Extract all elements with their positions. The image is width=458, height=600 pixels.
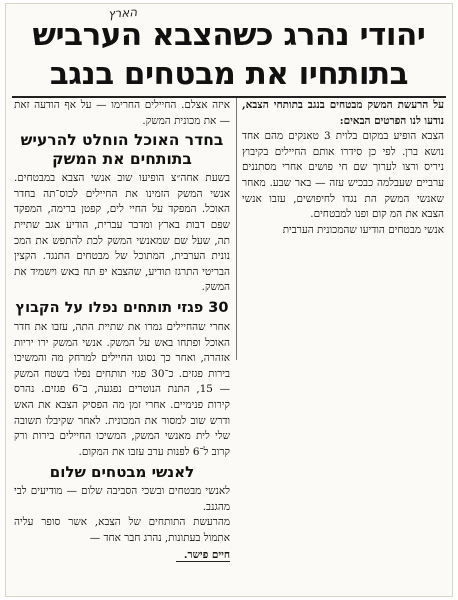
subhead-1-line-2: בתותחים את המשק: [52, 150, 192, 169]
newspaper-clipping: [6, 4, 452, 596]
subhead-2-number: 30: [208, 299, 229, 316]
right-column: [242, 98, 444, 238]
column-divider: [236, 98, 237, 360]
subhead-shelling-decision: [14, 131, 230, 169]
right-para-1: על הרעשת המשק מבטחים בנגב בתותחי הצבא, נודעו לנו הפרטים הבאים:: [242, 99, 444, 127]
left-para-4: מהרעשת התותחים של הצבא, אשר סופר עליה אתמול בעתונות, נהרג חבר אחד —: [14, 516, 230, 545]
left-para-3: לאנשי מבטחים ובשכי הסביבה שלום — מודיעים לבי מהגנב.: [14, 485, 230, 513]
headline-line-2: בתותחיו את מבטחים בנגב: [49, 56, 409, 92]
right-para-2: הצבא הופיע במקום בלוית 3 טאנקים מהם אחד נושא ברן. לפי כן סידרו אותם החיילים בקיבוץ ניריס ורצו לערוך שם חי פושים אחרי מסתננים ערביים שעבלמה כבכיש עזה — באר שבע. מאחר שאנשי המשק הת נגדו לחיפושים, עזבו אנשי הצבא את המ קום ופנו למבטחים.: [242, 130, 444, 221]
left-intro: איזה אצלם. החיילים החרימו — על אף הודעה זאת — את מכונית המשק.: [14, 99, 230, 127]
article-headline: [6, 16, 452, 94]
headline-line-1: יהודי נהרג כשהצבא הערביש: [32, 17, 426, 53]
left-column: [14, 98, 230, 563]
left-para-1: בשעת אחה״צ הופיעו שוב אנשי הצבא במבטחים. אנשי המשק הזמינו את החיילים לכוס־תה בחדר האוכל. המפקד על החיי לים, קפטן ברימה, המפקד שפם דבות בארץ ומדבר עברית, הודיע אגב שתיית תה, שעל שם שמאנשי המשק לכת להתפש את המכ נונית הערבית, המתוכל של מבטחים התנגד. הקצין הבריטי התרגז תודיע, שהצבא יפ תח באש וישמיד את המשק.: [14, 172, 230, 294]
handwritten-note: הארץ: [107, 5, 138, 21]
subhead-2-text: פגזי תותחים נפלו על הקבוץ: [15, 299, 204, 316]
signature: [14, 548, 230, 564]
left-para-2: אחרי שהחיילים גמרו את שתיית התה, עזבו את חדר האוכל ופתחו באש על המשק. אנשי המשק ירו יריות אזהרה, ואחר כך נסוגו החיילים למרחק מה והמשיכו בירות פגזים. כ־30 פגזי תותחים נפלו בשטח המשק — 15, התנת הנוטרים נפגעה, ב־6 פגזים. נהרס קירות פנימיים. אחרי זמן מה הפסיק הצבא את האש ודרש שוב למסור את המכונית. לאחר שקיבלו תשובה שלי לית מאנשי המשק, המשיכו החיילים בירות ורק קרוב ל־6 לפנות ערב עזבו את המקום.: [14, 320, 231, 458]
subhead-1-line-1: בחדר האוכל הוחלט להרעיש: [20, 131, 224, 150]
signature-name: חיים פישר.: [176, 549, 230, 562]
subhead-greeting: לאנשי מבטחים שלום: [49, 463, 195, 482]
right-closing-line: אנשי מבטחים הודיעו שהמכונית הערבית: [282, 223, 444, 236]
subhead-shells-fell: [14, 298, 230, 318]
